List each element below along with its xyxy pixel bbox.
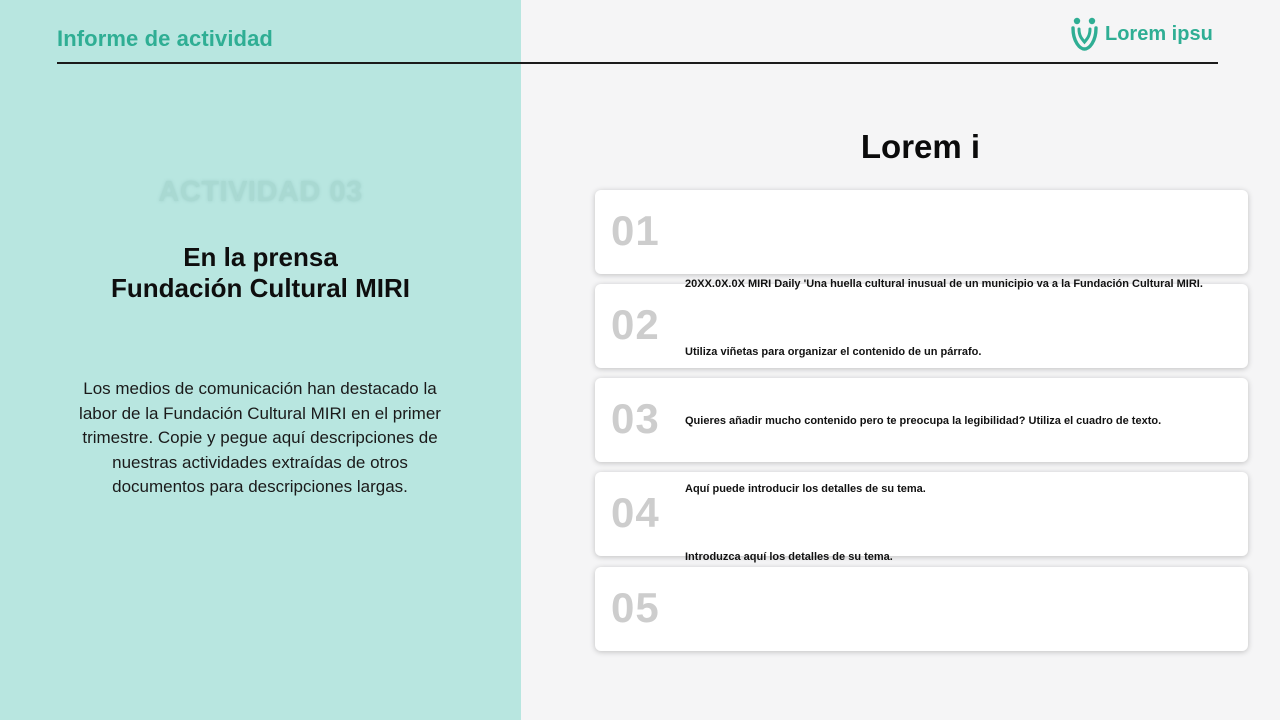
card-05 xyxy=(595,567,1248,651)
header-divider xyxy=(57,62,1218,64)
card-text-textbox: Quieres añadir mucho contenido pero te preocupa la legibilidad? Utiliza el cuadro de texto. xyxy=(685,415,1162,427)
card-number-04: 04 xyxy=(611,489,660,536)
press-title-line1: En la prensa xyxy=(183,242,338,272)
card-number-02: 02 xyxy=(611,301,660,348)
card-number-05: 05 xyxy=(611,584,660,631)
card-01 xyxy=(595,190,1248,274)
left-panel xyxy=(0,0,521,720)
activity-label: ACTIVIDAD 03 xyxy=(158,176,363,208)
people-heart-icon xyxy=(1070,16,1099,52)
card-text-bullets: Utiliza viñetas para organizar el contenido de un párrafo. xyxy=(685,346,982,358)
card-text-details-2: Introduzca aquí los detalles de su tema. xyxy=(685,551,893,563)
description-paragraph: Los medios de comunicación han destacado la labor de la Fundación Cultural MIRI en el primer trimestre. Copie y pegue aquí descripciones de nuestras actividades extraídas de otros documentos para descripciones largas. xyxy=(79,379,441,496)
card-number-01: 01 xyxy=(611,207,660,254)
card-text-details: Aquí puede introducir los detalles de su tema. xyxy=(685,483,926,495)
card-number-03: 03 xyxy=(611,395,660,442)
brand-name: Lorem ipsu xyxy=(1105,22,1213,45)
press-title xyxy=(0,242,521,304)
report-title: Informe de actividad xyxy=(57,26,273,51)
card-text-press-note: 20XX.0X.0X MIRI Daily 'Una huella cultural inusual de un municipio va a la Fundación Cultural MIRI. xyxy=(685,278,1203,290)
brand xyxy=(1070,16,1213,52)
press-title-line2: Fundación Cultural MIRI xyxy=(111,273,410,303)
main-heading: Lorem i xyxy=(860,128,981,165)
